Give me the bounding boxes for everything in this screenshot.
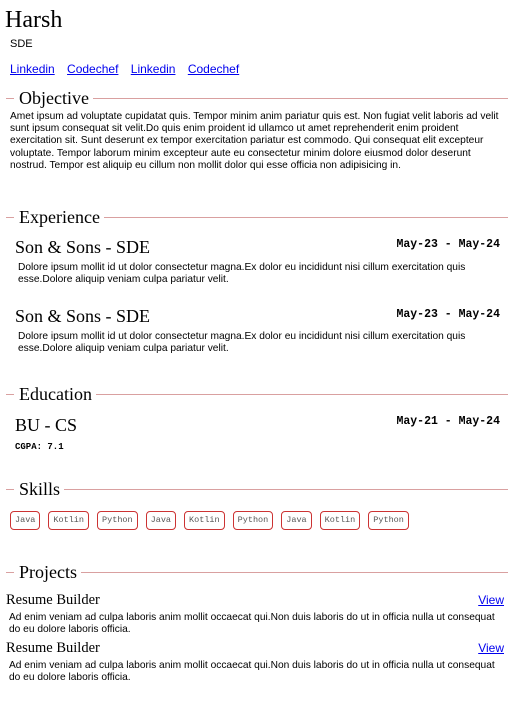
linkedin-link[interactable]: Linkedin	[10, 62, 55, 76]
experience-description: Dolore ipsum mollit id ut dolor consectetur magna.Ex dolor eu incididunt nisi cillum exercitation quis esse.Dolore aliquip veniam culpa pariatur velit.	[18, 262, 466, 286]
skill-chip: Kotlin	[48, 511, 89, 530]
skill-chip: Python	[97, 511, 138, 530]
section-title: Projects	[19, 562, 77, 582]
education-section-header	[6, 383, 508, 405]
skills-list	[10, 511, 417, 530]
divider	[6, 217, 14, 218]
project-title: Resume Builder	[6, 640, 100, 656]
objective-section-header	[6, 87, 508, 109]
section-title: Skills	[19, 479, 61, 499]
skill-chip: Python	[233, 511, 274, 530]
section-title: Education	[19, 384, 92, 404]
education-cgpa: CGPA: 7.1	[15, 442, 64, 452]
education-title: BU - CS	[15, 415, 78, 435]
skill-chip: Java	[10, 511, 40, 530]
experience-title: Son & Sons - SDE	[15, 306, 151, 326]
objective-text: Amet ipsum ad voluptate cupidatat quis. Tempor minim anim pariatur quis est. Non fugiat velit laboris ad velit sunt ipsum consequat sit velit.Do quis enim proident id ullamco ut amet reprehenderit enim proident exercitation sit. Sunt deserunt ex tempor exercitation pariatur est commodo. Qui consequat elit excepteur voluptate. Tempor laborum minim excepteur aute eu consectetur minim dolore eiusmod dolor deserunt nostrud. Tempor est aliquip eu cillum non mollit dolor qui esse officia non adipisicing in.	[10, 111, 499, 171]
experience-description: Dolore ipsum mollit id ut dolor consectetur magna.Ex dolor eu incididunt nisi cillum exercitation quis esse.Dolore aliquip veniam culpa pariatur velit.	[18, 331, 466, 355]
divider	[6, 98, 14, 99]
divider	[96, 394, 508, 395]
codechef-link[interactable]: Codechef	[67, 62, 119, 76]
project-view-link[interactable]: View	[478, 641, 504, 655]
divider	[6, 394, 14, 395]
experience-dates: May-23 - May-24	[396, 308, 500, 321]
candidate-role: SDE	[10, 38, 33, 50]
linkedin-link[interactable]: Linkedin	[130, 62, 176, 76]
candidate-name: Harsh	[5, 7, 63, 33]
divider	[6, 572, 14, 573]
education-dates: May-21 - May-24	[396, 415, 500, 428]
experience-dates: May-23 - May-24	[396, 238, 500, 251]
skill-chip: Java	[281, 511, 311, 530]
divider	[81, 572, 508, 573]
section-title: Objective	[19, 88, 89, 108]
divider	[6, 489, 14, 490]
experience-title: Son & Sons - SDE	[15, 237, 151, 257]
skill-chip: Python	[368, 511, 409, 530]
projects-section-header	[6, 561, 508, 583]
divider	[93, 98, 508, 99]
project-title: Resume Builder	[6, 592, 100, 608]
codechef-link[interactable]: Codechef	[187, 62, 240, 76]
skill-chip: Kotlin	[320, 511, 361, 530]
skill-chip: Kotlin	[184, 511, 225, 530]
section-title: Experience	[19, 207, 100, 227]
project-description: Ad enim veniam ad culpa laboris anim mollit occaecat qui.Non duis laboris do ut in officia nulla ut consequat do eu dolore laboris officia.	[9, 660, 495, 684]
experience-section-header	[6, 206, 508, 228]
project-description: Ad enim veniam ad culpa laboris anim mollit occaecat qui.Non duis laboris do ut in officia nulla ut consequat do eu dolore laboris officia.	[9, 612, 495, 636]
profile-links	[10, 62, 248, 76]
skills-section-header	[6, 478, 508, 500]
divider	[104, 217, 508, 218]
skill-chip: Java	[146, 511, 176, 530]
divider	[64, 489, 508, 490]
project-view-link[interactable]: View	[478, 593, 504, 607]
